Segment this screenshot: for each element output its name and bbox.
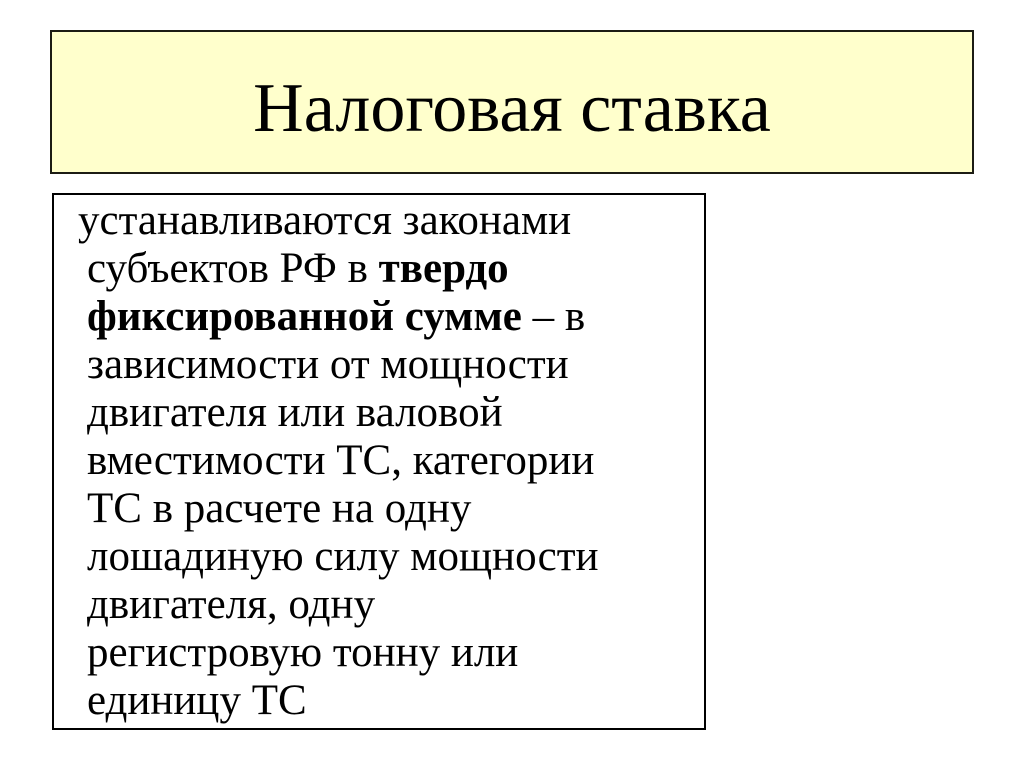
text-line — [54, 581, 704, 629]
text-segment: двигателя, одну — [87, 581, 376, 628]
text-segment: лошадиную силу мощности — [87, 533, 599, 580]
text-line — [54, 293, 704, 341]
slide-title: Налоговая ставка — [253, 70, 771, 147]
text-line — [54, 533, 704, 581]
text-segment: вместимости ТС, категории — [87, 437, 595, 484]
text-line — [54, 437, 704, 485]
text-line — [54, 629, 704, 677]
body-text — [54, 195, 704, 725]
text-segment-bold: фиксированной сумме — [87, 293, 522, 340]
title-box — [50, 30, 974, 174]
text-line — [54, 389, 704, 437]
text-segment: единицу ТС — [87, 677, 307, 724]
text-segment-bold: твердо — [378, 245, 509, 292]
content-box — [52, 193, 706, 730]
text-line — [54, 485, 704, 533]
text-segment: двигателя или валовой — [87, 389, 503, 436]
text-segment: зависимости от мощности — [87, 341, 569, 388]
text-line — [54, 197, 704, 245]
text-segment: регистровую тонну или — [87, 629, 519, 676]
text-line — [54, 245, 704, 293]
text-segment: устанавливаются законами — [78, 197, 572, 244]
text-segment: – в — [521, 293, 586, 340]
text-segment: субъектов РФ в — [87, 245, 379, 292]
text-line — [54, 341, 704, 389]
text-line — [54, 677, 704, 725]
text-segment: ТС в расчете на одну — [87, 485, 472, 532]
